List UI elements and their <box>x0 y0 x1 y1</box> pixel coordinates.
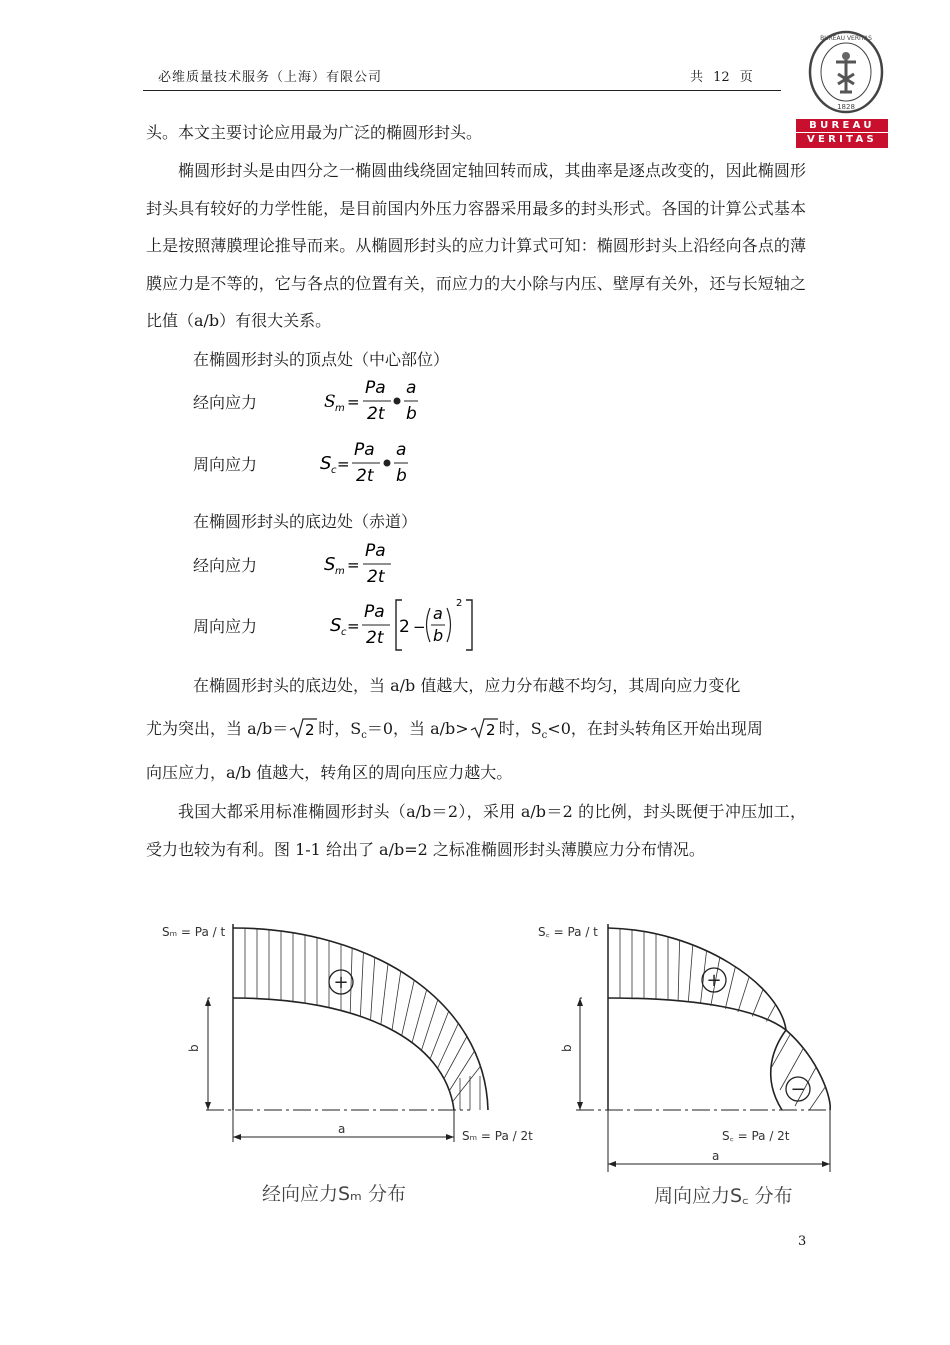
paragraph-3-line-2 <box>146 716 763 741</box>
text-segment: <0，在封头转角区开始出现周 <box>547 719 763 738</box>
formula-s: S <box>320 453 332 474</box>
bureau-veritas-seal <box>808 30 884 114</box>
b-label-left: b <box>187 1044 201 1052</box>
paragraph-3-line-1: 在椭圆形封头的底边处，当 a/b 值越大，应力分布越不均匀，其周向应力变化 <box>193 676 741 695</box>
text-segment: 尤为突出，当 a/b＝ <box>146 719 289 738</box>
formula-vertex-hoop <box>316 436 426 488</box>
formula-numerator: Pa <box>365 378 386 398</box>
formula-equator-hoop <box>326 594 486 656</box>
formula-minus: − <box>413 618 426 636</box>
vertex-title: 在椭圆形封头的顶点处（中心部位） <box>193 350 450 369</box>
svg-text:1828: 1828 <box>837 103 855 111</box>
text-segment: 时，S <box>498 719 542 738</box>
formula-b: b <box>406 404 417 424</box>
plus-sign-right: + <box>706 970 722 991</box>
plus-sign-left: + <box>333 972 349 993</box>
formula-vertex-meridional <box>318 374 428 426</box>
equator-title: 在椭圆形封头的底边处（赤道） <box>193 512 418 531</box>
sqrt-arg: 2 <box>485 720 496 739</box>
text-segment: ＝0，当 a/b> <box>366 719 469 738</box>
sub-c: c <box>541 730 548 742</box>
formula-exponent: 2 <box>456 598 463 609</box>
paragraph-2: 椭圆形封头是由四分之一椭圆曲线绕固定轴回转而成，其曲率是逐点改变的，因此椭圆形封头具有较好的力学性能，是目前国内外压力容器采用最多的封头形式。各国的计算公式基本上是按照薄膜理论推导而来。从椭圆形封头的应力计算式可知：椭圆形封头上沿经向各点的薄膜应力是不等的，它与各点的位置有关，而应力的大小除与内压、壁厚有关外，还与长短轴之比值（a/b）有很大关系。 <box>146 161 806 330</box>
formula-sub-c: c <box>341 627 347 638</box>
formula-sub-c: c <box>331 465 337 476</box>
meridional-stress-diagram <box>162 920 533 1205</box>
caption-left: 经向应力Sₘ 分布 <box>262 1183 406 1205</box>
sqrt2-symbol <box>469 722 499 738</box>
formula-denominator: 2t <box>366 628 384 648</box>
formula-a: a <box>406 378 417 398</box>
bottom-formula-left: Sₘ = Pa / 2t <box>462 1129 533 1143</box>
text-segment: 时，S <box>318 719 362 738</box>
hoop-label-1: 周向应力 <box>193 455 258 474</box>
page-number: 3 <box>798 1234 807 1249</box>
paragraph-1: 头。本文主要讨论应用最为广泛的椭圆形封头。 <box>146 123 483 142</box>
sqrt2-symbol <box>288 722 318 738</box>
formula-numerator: Pa <box>364 602 385 622</box>
formula-two: 2 <box>399 617 410 637</box>
header-page-info: 共 12 页 <box>690 70 753 85</box>
meridional-label-1: 经向应力 <box>193 393 258 412</box>
b-label-right: b <box>560 1044 574 1052</box>
top-formula-left: Sₘ = Pa / t <box>162 925 226 939</box>
bottom-formula-right: S꜀ = Pa / 2t <box>722 1129 790 1143</box>
hoop-stress-diagram <box>538 920 830 1207</box>
sqrt-arg: 2 <box>305 720 315 739</box>
brand-line1: BUREAU <box>796 119 888 133</box>
meridional-label-2: 经向应力 <box>193 556 258 575</box>
caption-right: 周向应力S꜀ 分布 <box>654 1185 793 1207</box>
figure-stress-distribution <box>140 900 840 1220</box>
minus-sign-right: − <box>790 1079 806 1100</box>
top-formula-right: S꜀ = Pa / t <box>538 925 598 939</box>
formula-sub-m: m <box>335 403 345 414</box>
paragraph-3-line-3: 向压应力，a/b 值越大，转角区的周向压应力越大。 <box>146 763 513 782</box>
header-company: 必维质量技术服务（上海）有限公司 <box>158 70 383 85</box>
formula-numerator: Pa <box>365 541 386 561</box>
formula-denominator: 2t <box>367 567 385 587</box>
formula-b: b <box>433 626 444 645</box>
svg-text:=: = <box>337 455 350 473</box>
formula-b: b <box>396 466 407 486</box>
formula-sub-m: m <box>335 566 345 577</box>
formula-denominator: 2t <box>367 404 385 424</box>
svg-text:BUREAU VERITAS: BUREAU VERITAS <box>820 35 872 42</box>
a-label-right: a <box>712 1149 720 1163</box>
hoop-label-2: 周向应力 <box>193 617 258 636</box>
brand-line2: VERITAS <box>806 134 878 145</box>
brand-logo <box>796 119 888 148</box>
formula-s: S <box>330 615 342 636</box>
formula-a: a <box>433 604 443 623</box>
svg-text:=: = <box>347 556 360 574</box>
sub-c: c <box>361 730 367 742</box>
formula-s: S <box>324 554 336 575</box>
formula-s: S <box>324 392 336 412</box>
formula-denominator: 2t <box>356 466 374 486</box>
formula-equator-meridional <box>318 537 398 589</box>
formula-numerator: Pa <box>354 440 375 460</box>
header-rule <box>143 90 781 91</box>
paragraph-4: 我国大都采用标准椭圆形封头（a/b＝2），采用 a/b＝2 的比例，封头既便于冲压加工，受力也较为有利。图 1-1 给出了 a/b=2 之标准椭圆形封头薄膜应力分布情况。 <box>146 802 806 859</box>
formula-a: a <box>396 440 407 460</box>
a-label-left: a <box>338 1122 346 1136</box>
svg-text:=: = <box>347 393 360 411</box>
svg-text:=: = <box>347 617 360 635</box>
